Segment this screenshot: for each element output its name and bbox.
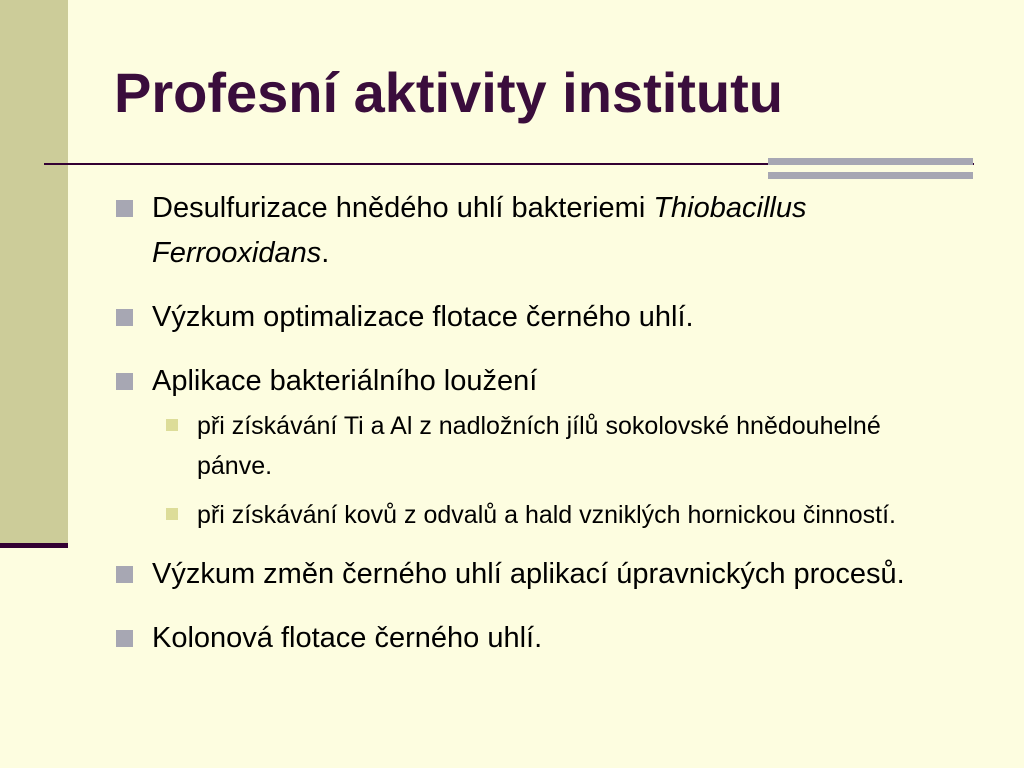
bullet-text: Kolonová flotace černého uhlí. [152, 622, 543, 654]
bullet-item-3 [116, 359, 956, 404]
sub-bullet-item-1 [166, 406, 956, 486]
square-bullet-icon [116, 373, 133, 390]
bullet-text: Aplikace bakteriálního loužení [152, 365, 538, 397]
bullet-item-5 [116, 616, 956, 661]
square-sub-bullet-icon [166, 419, 178, 431]
sub-bullet-item-2 [166, 495, 956, 535]
bullet-text: Výzkum změn černého uhlí aplikací úpravnických procesů. [152, 558, 905, 590]
accent-bar-bottom [768, 172, 973, 179]
slide-content [116, 186, 956, 680]
sub-bullet-list [116, 406, 956, 535]
side-underline [0, 543, 68, 548]
bullet-item-2 [116, 295, 956, 340]
bullet-suffix: . [321, 237, 330, 269]
bullet-italic-text: Thiobacillus Ferrooxidans [152, 192, 807, 269]
square-bullet-icon [116, 309, 133, 326]
bullet-item-4 [116, 552, 956, 597]
slide-title: Profesní aktivity institutu [114, 61, 783, 124]
bullet-text: Desulfurizace hnědého uhlí bakteriemi [152, 192, 654, 224]
accent-bars [768, 158, 973, 179]
square-bullet-icon [116, 566, 133, 583]
square-bullet-icon [116, 630, 133, 647]
accent-bar-top [768, 158, 973, 165]
side-band [0, 0, 68, 546]
bullet-item-1 [116, 186, 956, 276]
bullet-text: Výzkum optimalizace flotace černého uhlí. [152, 301, 694, 333]
square-bullet-icon [116, 200, 133, 217]
sub-bullet-text: při získávání Ti a Al z nadložních jílů sokolovské hnědouhelné pánve. [197, 412, 881, 480]
square-sub-bullet-icon [166, 508, 178, 520]
sub-bullet-text: při získávání kovů z odvalů a hald vzniklých hornickou činností. [197, 501, 896, 529]
